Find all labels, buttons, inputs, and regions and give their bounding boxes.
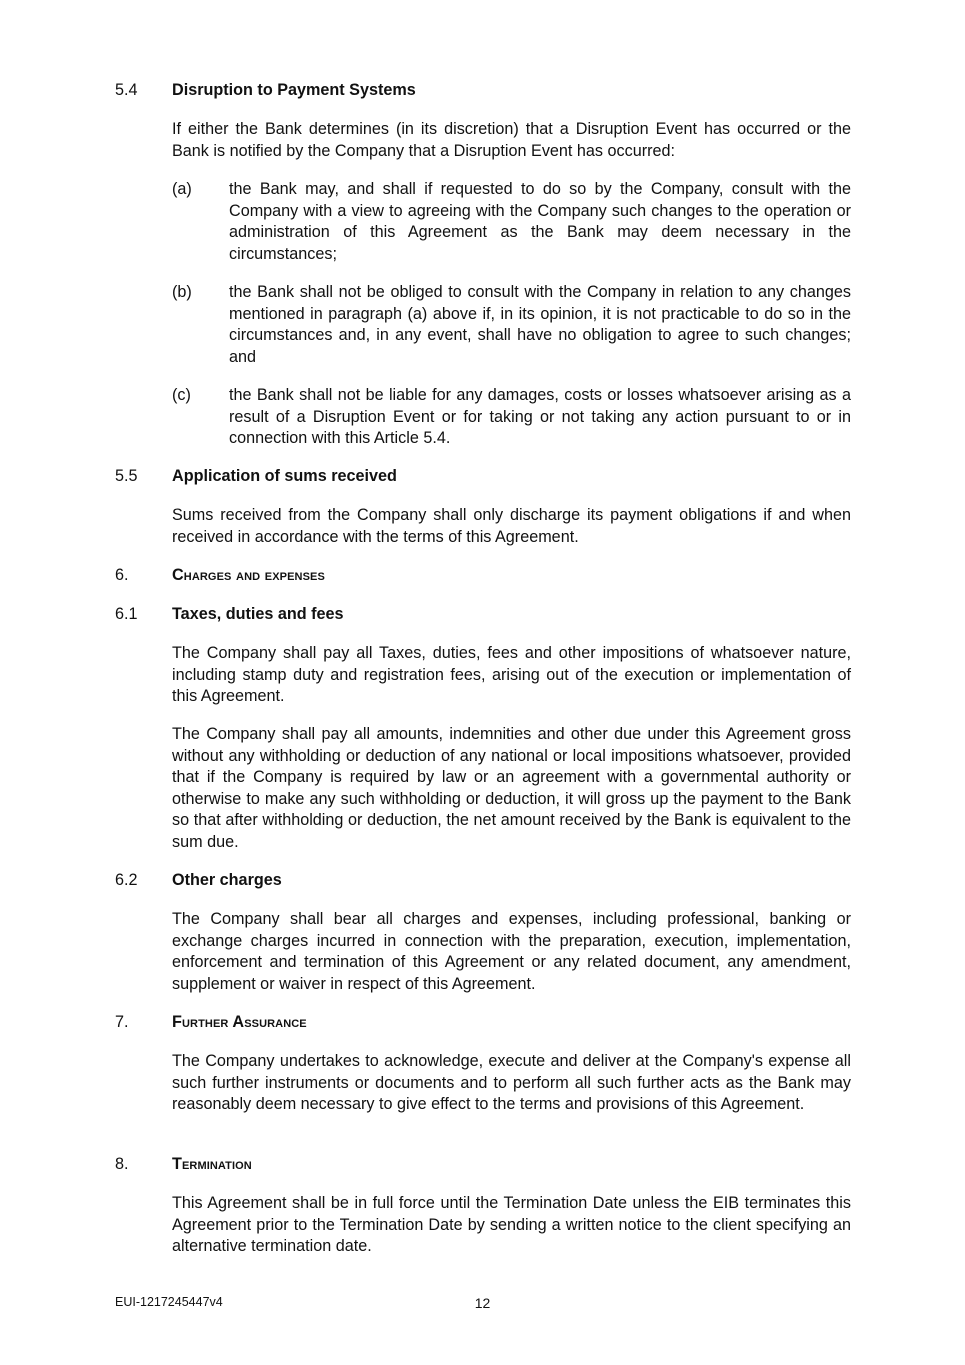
section-heading: Termination bbox=[172, 1155, 252, 1173]
section-heading: Disruption to Payment Systems bbox=[172, 81, 416, 99]
list-item-text: the Bank shall not be liable for any damages, costs or losses whatsoever arising as a result of a Disruption Event or for taking or not taking any action pursuant to or in connection with this Article 5.4. bbox=[229, 386, 851, 448]
section-paragraph: The Company shall bear all charges and expenses, including professional, banking or exchange charges incurred in connection with the preparation, execution, implementation, enforcement and termination of this Agreement or any related document, any amendment, supplement or waiver in respect of this Agreement. bbox=[172, 910, 851, 993]
section-number: 6. bbox=[115, 566, 129, 584]
section-number: 7. bbox=[115, 1013, 129, 1031]
page-number: 12 bbox=[474, 1295, 491, 1311]
section-paragraph: The Company undertakes to acknowledge, execute and deliver at the Company's expense all such further instruments or documents and to perform all such further acts as the Bank may reasonably deem necessary to give effect to the terms and provisions of this Agreement. bbox=[172, 1052, 851, 1114]
section-paragraph: The Company shall pay all amounts, indemnities and other due under this Agreement gross without any withholding or deduction of any national or local impositions whatsoever, provided that if the Company is required by law or an agreement with a governmental authority or otherwise to make any such withholding or deduction, it will gross up the payment to the Bank so that after withholding or deduction, the net amount received by the Bank is equivalent to the sum due. bbox=[172, 725, 851, 851]
section-paragraph: This Agreement shall be in full force until the Termination Date unless the EIB terminates this Agreement prior to the Termination Date by sending a written notice to the client specifying an alternative termination date. bbox=[172, 1194, 851, 1256]
list-item-label: (c) bbox=[172, 386, 191, 404]
section-number: 8. bbox=[115, 1155, 129, 1173]
section-number: 6.2 bbox=[115, 871, 138, 889]
section-paragraph: The Company shall pay all Taxes, duties, fees and other impositions of whatsoever nature, including stamp duty and registration fees, arising out of the execution or implementation of this Agreement. bbox=[172, 644, 851, 706]
list-item-text: the Bank shall not be obliged to consult with the Company in relation to any changes mentioned in paragraph (a) above if, in its opinion, it is not practicable to do so in the circumstances and, in any event, shall have no obligation to agree to such changes; and bbox=[229, 283, 851, 366]
section-heading: Application of sums received bbox=[172, 467, 397, 485]
section-heading: Other charges bbox=[172, 871, 282, 889]
section-paragraph: If either the Bank determines (in its discretion) that a Disruption Event has occurred or the Bank is notified by the Company that a Disruption Event has occurred: bbox=[172, 120, 851, 160]
section-paragraph: Sums received from the Company shall only discharge its payment obligations if and when received in accordance with the terms of this Agreement. bbox=[172, 506, 851, 546]
section-heading: Further Assurance bbox=[172, 1013, 307, 1031]
section-number: 5.5 bbox=[115, 467, 138, 485]
list-item-label: (a) bbox=[172, 180, 192, 198]
section-number: 5.4 bbox=[115, 81, 138, 99]
list-item-label: (b) bbox=[172, 283, 192, 301]
section-heading: Charges and expenses bbox=[172, 566, 325, 584]
section-number: 6.1 bbox=[115, 605, 138, 623]
list-item-text: the Bank may, and shall if requested to do so by the Company, consult with the Company with a view to agreeing with the Company such changes to the operation or administration of this Agreement as the Bank may deem necessary in the circumstances; bbox=[229, 180, 851, 263]
document-reference: EUI-1217245447v4 bbox=[115, 1295, 223, 1309]
section-heading: Taxes, duties and fees bbox=[172, 605, 344, 623]
